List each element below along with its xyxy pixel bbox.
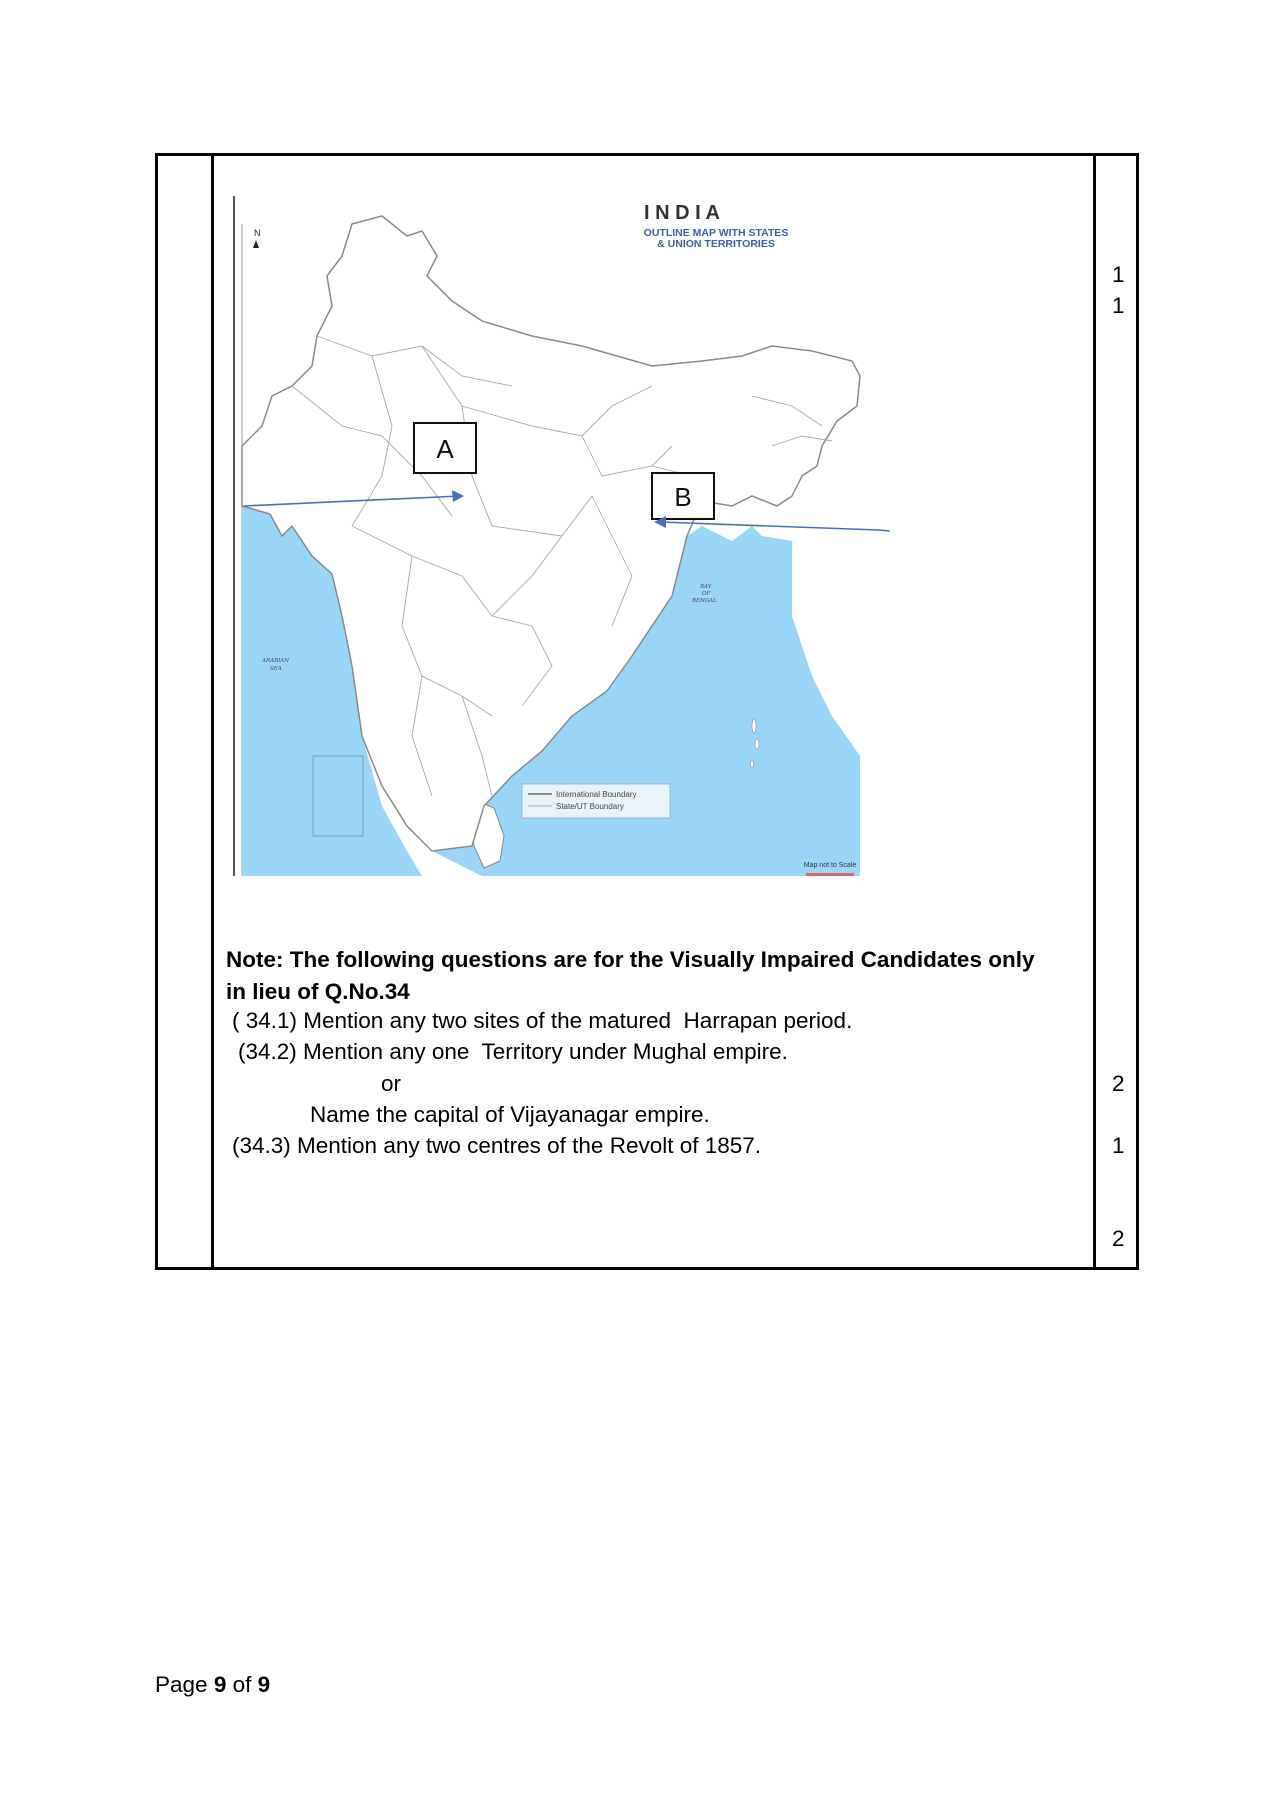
question-34-2-alt: Name the capital of Vijayanagar empire. bbox=[310, 1102, 710, 1127]
footer-page-number: 9 bbox=[213, 1672, 227, 1697]
legend-state-label: State/UT Boundary bbox=[556, 802, 624, 811]
footer-of-word: of bbox=[232, 1672, 252, 1697]
scale-bar bbox=[806, 873, 854, 876]
question-34-2: (34.2) Mention any one Territory under Mughal empire. bbox=[238, 1039, 788, 1064]
label-b: B bbox=[674, 482, 692, 512]
legend-intl-label: International Boundary bbox=[556, 790, 637, 799]
map-subtitle-line1: OUTLINE MAP WITH STATES bbox=[643, 227, 789, 239]
north-label: N bbox=[254, 228, 261, 238]
question-34-3: (34.3) Mention any two centres of the Revolt of 1857. bbox=[232, 1133, 762, 1158]
or-text: or bbox=[381, 1071, 402, 1096]
footer-page-word: Page bbox=[155, 1672, 208, 1697]
map-subtitle-line2: & UNION TERRITORIES bbox=[657, 238, 775, 250]
note-line-2: in lieu of Q.No.34 bbox=[226, 979, 410, 1004]
scale-note: Map not to Scale bbox=[803, 862, 857, 869]
note-block bbox=[226, 944, 1034, 1008]
india-outline-map bbox=[232, 196, 882, 886]
sea-label-2: SEA bbox=[270, 666, 282, 672]
bay-label-1: BAY bbox=[700, 584, 712, 590]
note-line-1: Note: The following questions are for the Visually Impaired Candidates only bbox=[226, 947, 1035, 972]
mark-bottom-3: 2 bbox=[1112, 1226, 1125, 1251]
bay-label-3: BENGAL bbox=[692, 598, 717, 604]
page-footer bbox=[155, 1672, 270, 1698]
footer-page-total: 9 bbox=[257, 1672, 271, 1697]
question-34-1: ( 34.1) Mention any two sites of the matured Harrapan period. bbox=[232, 1008, 853, 1033]
mark-top-2: 1 bbox=[1112, 293, 1125, 318]
column-divider-left bbox=[211, 153, 214, 1270]
mark-top-1: 1 bbox=[1112, 262, 1125, 287]
map-title: I N D I A bbox=[644, 202, 720, 224]
arrow-b-tail bbox=[878, 520, 890, 534]
mark-bottom-1: 2 bbox=[1112, 1071, 1125, 1096]
bay-label-2: OF bbox=[702, 591, 711, 597]
label-a: A bbox=[436, 434, 454, 464]
sea-label-1: ARABIAN bbox=[262, 658, 290, 664]
column-divider-right bbox=[1093, 153, 1096, 1270]
mark-bottom-2: 1 bbox=[1112, 1133, 1125, 1158]
